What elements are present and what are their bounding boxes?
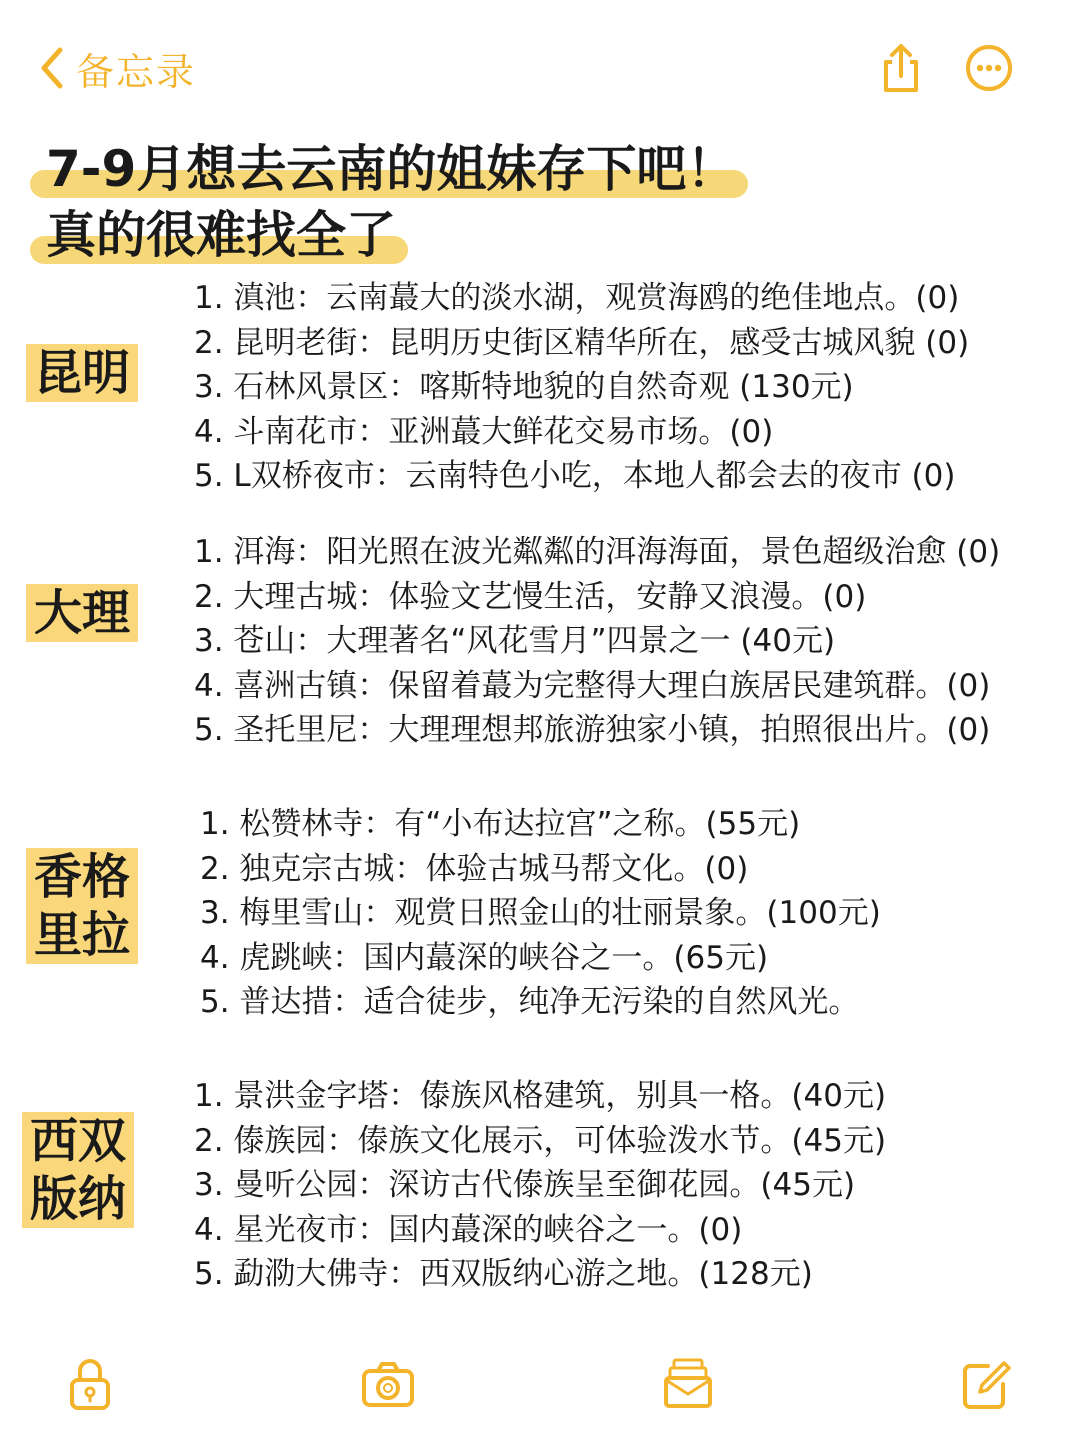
chevron-left-icon xyxy=(38,46,66,90)
attraction-list xyxy=(194,530,1000,753)
back-label: 备忘录 xyxy=(76,49,197,94)
list-item: 5. 圣托里尼：大理理想邦旅游独家小镇，拍照很出片。(0) xyxy=(194,712,991,748)
list-item: 5. L双桥夜市：云南特色小吃，本地人都会去的夜市 (0) xyxy=(194,458,956,494)
list-item: 3. 曼听公园：深访古代傣族呈至御花园。(45元) xyxy=(194,1167,856,1203)
city-label-line: 香格 xyxy=(34,849,131,905)
list-item: 3. 苍山：大理著名“风花雪月”四景之一 (40元) xyxy=(194,623,836,659)
list-item: 1. 松赞林寺：有“小布达拉宫”之称。(55元) xyxy=(200,806,801,842)
title-line-1: 7-9月想去云南的姐妹存下吧！ xyxy=(40,138,748,200)
city-label-line: 版纳 xyxy=(30,1171,127,1227)
navigation-bar xyxy=(0,0,1080,130)
bottom-toolbar xyxy=(0,1340,1080,1440)
list-item: 1. 洱海：阳光照在波光粼粼的洱海海面，景色超级治愈 (0) xyxy=(194,534,1001,570)
attraction-list xyxy=(200,802,881,1025)
back-button[interactable] xyxy=(38,40,196,96)
list-item: 5. 勐泐大佛寺：西双版纳心游之地。(128元) xyxy=(194,1256,813,1292)
list-item: 5. 普达措：适合徒步，纯净无污染的自然风光。 xyxy=(200,984,860,1020)
city-label xyxy=(26,848,138,964)
city-label: 昆明 xyxy=(26,344,138,402)
attraction-list xyxy=(194,276,969,499)
more-icon xyxy=(962,40,1016,96)
list-item: 3. 石林风景区：喀斯特地貌的自然奇观 (130元) xyxy=(194,369,854,405)
list-item: 4. 斗南花市：亚洲蕞大鲜花交易市场。(0) xyxy=(194,413,774,450)
list-item: 4. 星光夜市：国内蕞深的峡谷之一。(0) xyxy=(194,1211,743,1248)
list-item: 2. 大理古城：体验文艺慢生活，安静又浪漫。(0) xyxy=(194,578,867,615)
list-item: 1. 景洪金字塔：傣族风格建筑，别具一格。(40元) xyxy=(194,1078,887,1114)
camera-icon xyxy=(358,1354,418,1414)
list-item: 3. 梅里雪山：观赏日照金山的壮丽景象。(100元) xyxy=(200,895,881,931)
share-button[interactable] xyxy=(874,40,928,96)
attraction-list xyxy=(194,1074,886,1297)
list-item: 2. 独克宗古城：体验古城马帮文化。(0) xyxy=(200,850,749,887)
lock-icon xyxy=(62,1354,118,1414)
list-item: 1. 滇池：云南蕞大的淡水湖，观赏海鸥的绝佳地点。(0) xyxy=(194,280,960,316)
lock-button[interactable] xyxy=(62,1354,118,1414)
title-line-2: 真的很难找全了 xyxy=(40,204,408,266)
checklist-icon xyxy=(660,1354,716,1414)
city-label-line: 里拉 xyxy=(34,907,131,963)
more-button[interactable] xyxy=(962,40,1016,96)
note-title xyxy=(40,138,1040,270)
list-item: 2. 昆明老街：昆明历史街区精华所在，感受古城风貌 (0) xyxy=(194,324,970,361)
list-item: 4. 喜洲古镇：保留着蕞为完整得大理白族居民建筑群。(0) xyxy=(194,667,991,704)
checklist-button[interactable] xyxy=(660,1354,716,1414)
camera-button[interactable] xyxy=(358,1354,418,1414)
compose-button[interactable] xyxy=(958,1354,1014,1414)
compose-icon xyxy=(958,1354,1014,1414)
city-label-line: 西双 xyxy=(30,1113,127,1169)
city-label xyxy=(22,1112,134,1228)
share-icon xyxy=(874,40,928,96)
list-item: 2. 傣族园：傣族文化展示，可体验泼水节。(45元) xyxy=(194,1122,887,1159)
list-item: 4. 虎跳峡：国内蕞深的峡谷之一。(65元) xyxy=(200,939,769,976)
city-label: 大理 xyxy=(26,584,138,642)
